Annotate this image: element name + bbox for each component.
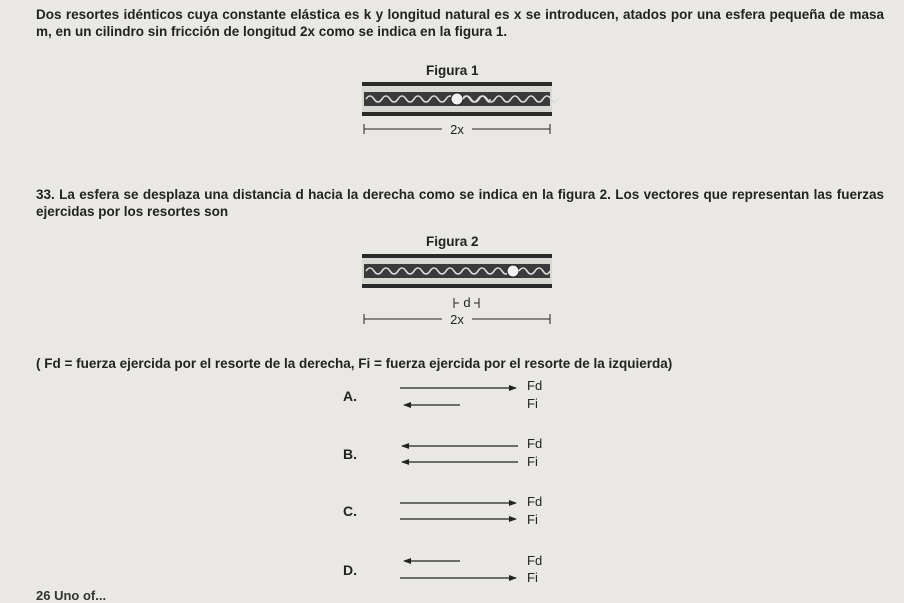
option-a-fi-label: Fi [527, 396, 538, 411]
question-number: 33. [36, 187, 55, 202]
option-a-fd-label: Fd [527, 378, 543, 393]
figure2-title: Figura 2 [426, 234, 479, 249]
option-c-fi-label: Fi [527, 512, 538, 527]
next-question-fragment: 26 Uno of... [36, 588, 107, 603]
force-legend: ( Fd = fuerza ejercida por el resorte de la derecha, Fi = fuerza ejercida por el resorte de la izquierda) [36, 356, 673, 371]
figure1-title: Figura 1 [426, 63, 479, 78]
figure2-sphere [507, 265, 519, 277]
option-b-letter[interactable]: B. [343, 446, 357, 462]
option-a-letter[interactable]: A. [343, 388, 357, 404]
figure1-sphere [451, 93, 463, 105]
figure2-length-label: 2x [450, 312, 464, 327]
option-b-fi-label: Fi [527, 454, 538, 469]
option-d-fi-label: Fi [527, 570, 538, 585]
figure1-length-label: 2x [450, 122, 464, 137]
option-c-fd-label: Fd [527, 494, 543, 509]
option-d-letter[interactable]: D. [343, 562, 357, 578]
intro-paragraph: Dos resortes idénticos cuya constante elástica es k y longitud natural es x se introducen, atados por una esfera pequeña de masa m, en un cilindro sin fricción de longitud 2x como se indica en la figura 1. [36, 7, 884, 39]
figure2-d-label: d [463, 295, 471, 310]
question-text: La esfera se desplaza una distancia d hacia la derecha como se indica en la figura 2. Los vectores que representan las fuerzas ejercidas por los resortes son [36, 187, 884, 219]
option-d-fd-label: Fd [527, 553, 543, 568]
option-c-letter[interactable]: C. [343, 503, 357, 519]
option-b-fd-label: Fd [527, 436, 543, 451]
